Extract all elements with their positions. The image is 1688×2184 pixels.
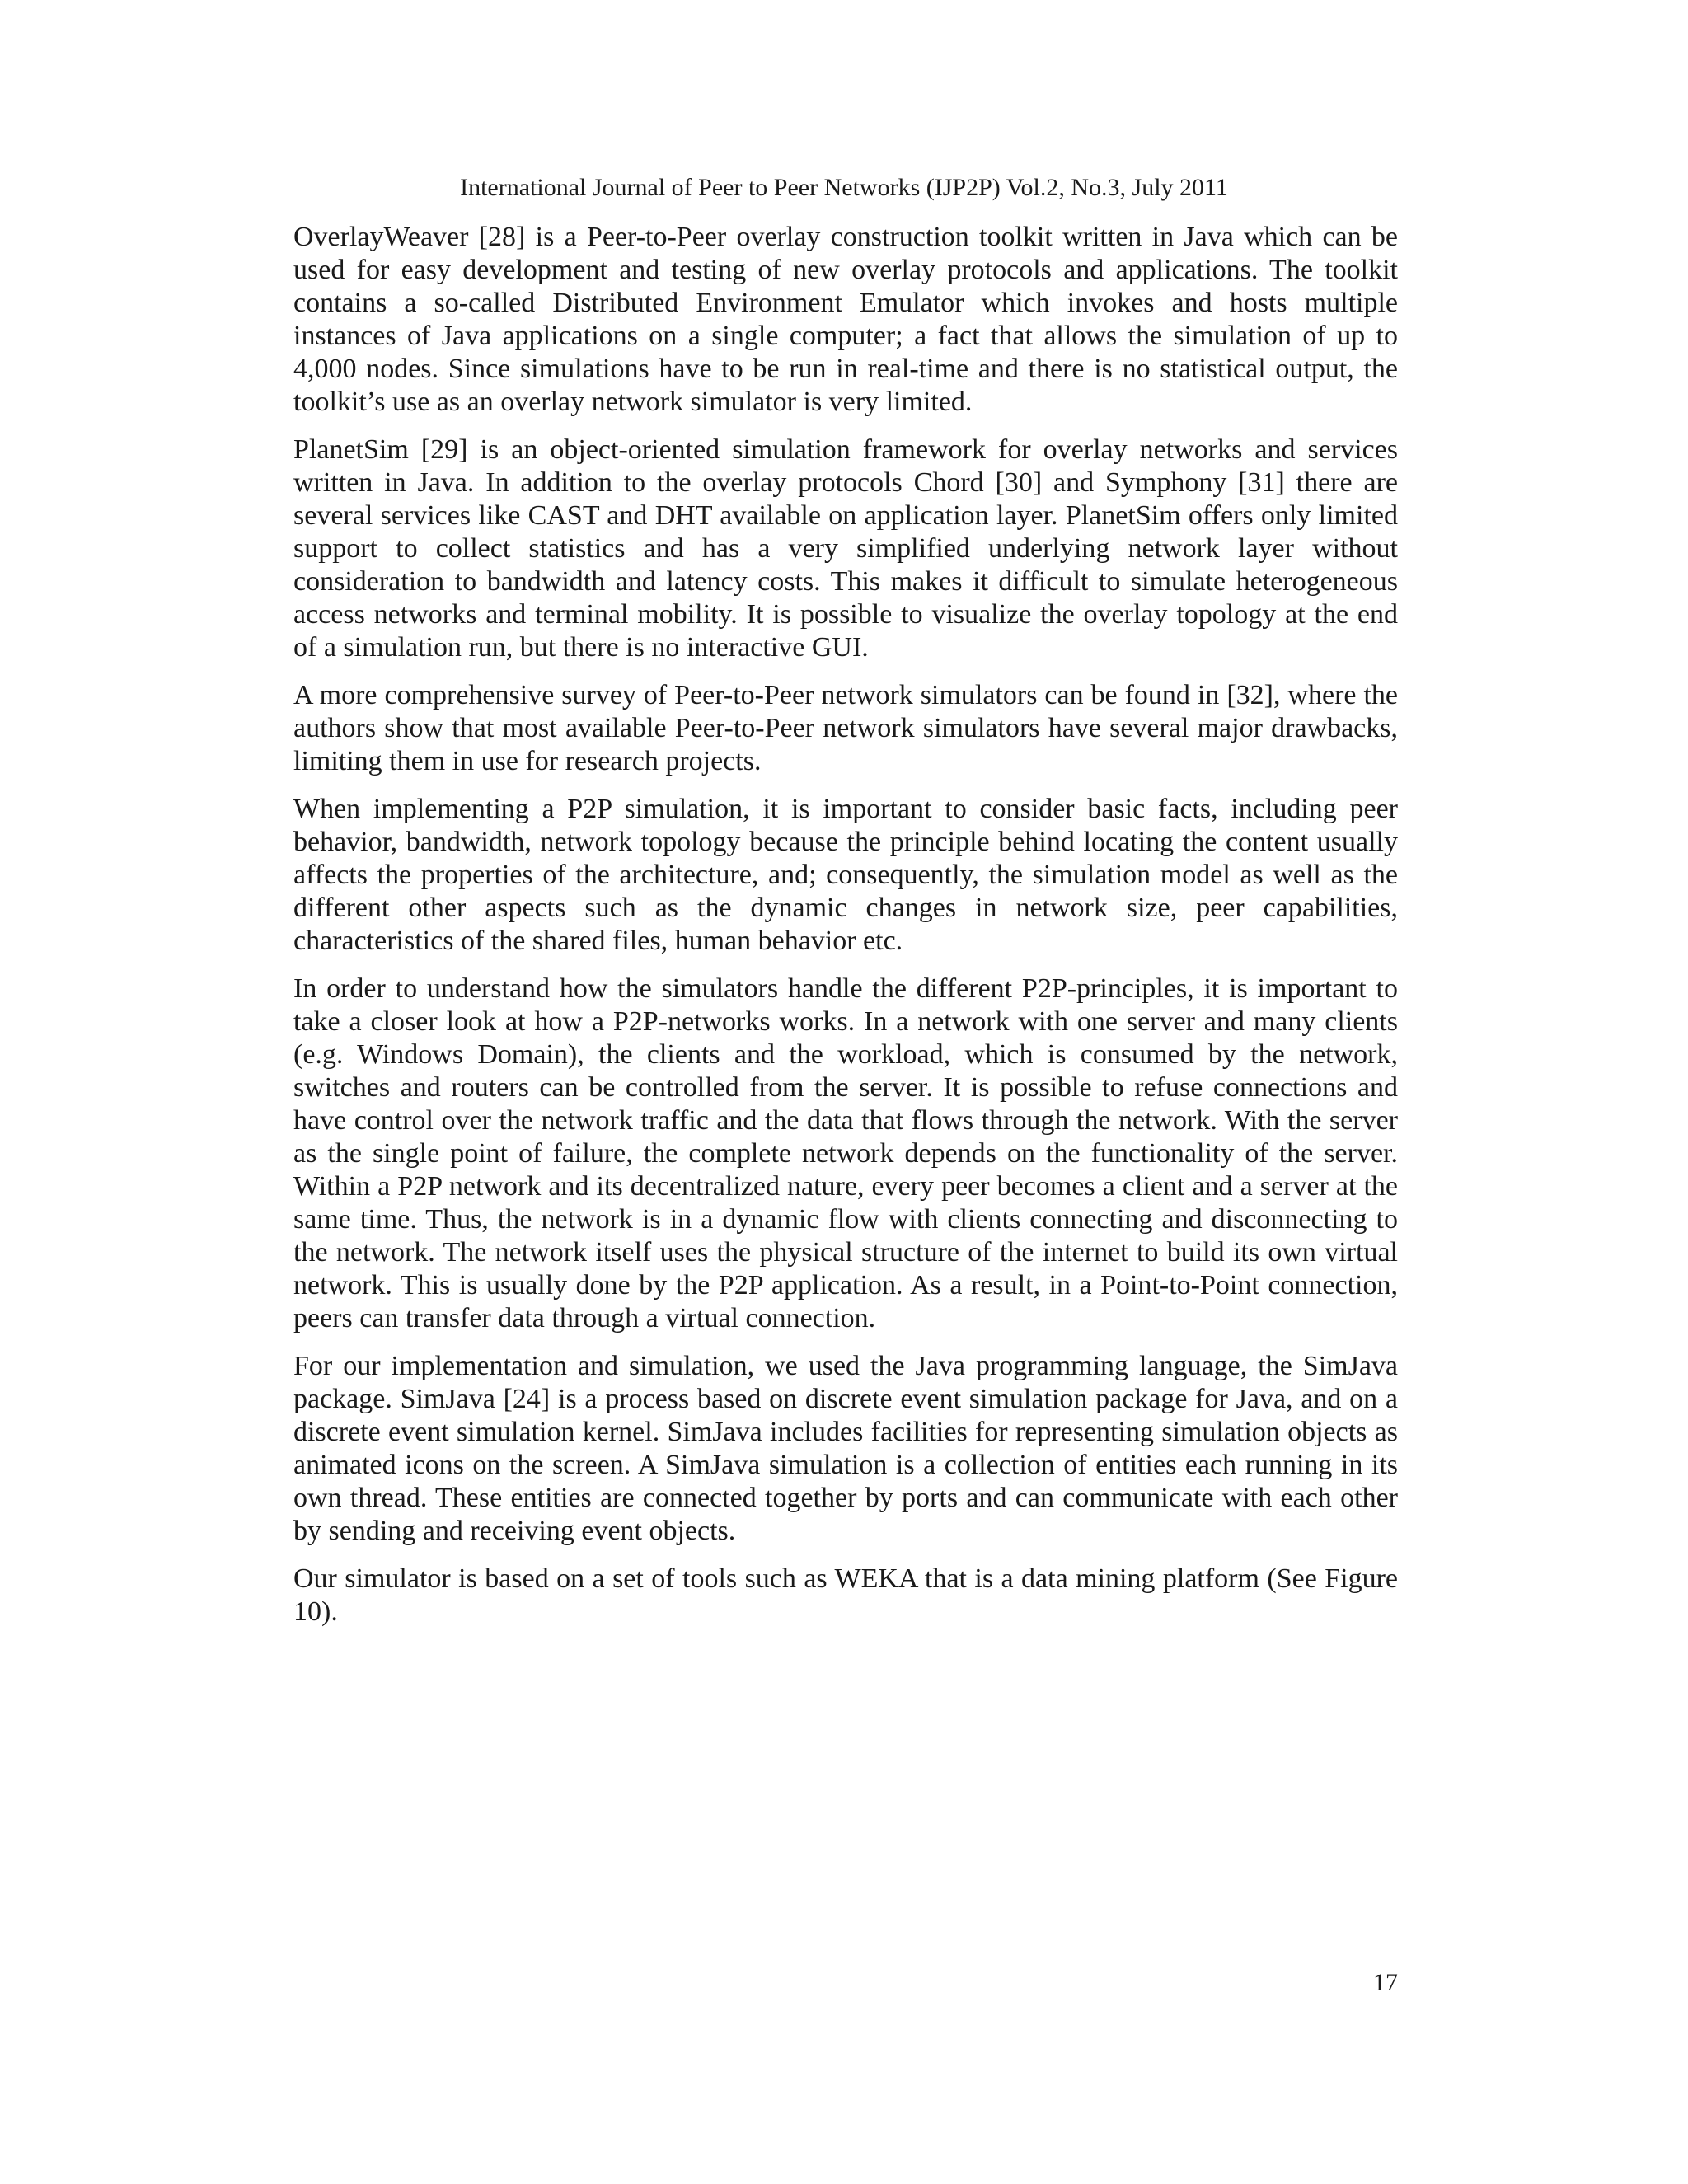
paragraph-overlayweaver: OverlayWeaver [28] is a Peer-to-Peer overlay construction toolkit written in Java which can be used for easy development and testing of new overlay protocols and applications. The toolkit contains a so-called Distributed Environment Emulator which invokes and hosts multiple instances of Java applications on a single computer; a fact that allows the simulation of up to 4,000 nodes. Since simulations have to be run in real-time and there is no statistical output, the toolkit’s use as an overlay network simulator is very limited.	[293, 222, 1398, 417]
paragraph-planetsim: PlanetSim [29] is an object-oriented simulation framework for overlay networks and services written in Java. In addition to the overlay protocols Chord [30] and Symphony [31] there are several services like CAST and DHT available on application layer. PlanetSim offers only limited support to collect statistics and has a very simplified underlying network layer without consideration to bandwidth and latency costs. This makes it difficult to simulate heterogeneous access networks and terminal mobility. It is possible to visualize the overlay topology at the end of a simulation run, but there is no interactive GUI.	[293, 434, 1398, 663]
paragraph-p2p-principles: In order to understand how the simulators handle the different P2P-principles, it is important to take a closer look at how a P2P-networks works. In a network with one server and many clients (e.g. Windows Domain), the clients and the workload, which is consumed by the network, switches and routers can be controlled from the server. It is possible to refuse connections and have control over the network traffic and the data that flows through the network. With the server as the single point of failure, the complete network depends on the functionality of the server. Within a P2P network and its decentralized nature, every peer becomes a client and a server at the same time. Thus, the network is in a dynamic flow with clients connecting and disconnecting to the network. The network itself uses the physical structure of the internet to build its own virtual network. This is usually done by the P2P application. As a result, in a Point-to-Point connection, peers can transfer data through a virtual connection.	[293, 973, 1398, 1333]
body-text	[293, 221, 1398, 1643]
paragraph-implementation-facts: When implementing a P2P simulation, it is important to consider basic facts, including peer behavior, bandwidth, network topology because the principle behind locating the content usually affects the properties of the architecture, and; consequently, the simulation model as well as the different other aspects such as the dynamic changes in network size, peer capabilities, characteristics of the shared files, human behavior etc.	[293, 794, 1398, 956]
paragraph-simjava: For our implementation and simulation, we used the Java programming language, the SimJava package. SimJava [24] is a process based on discrete event simulation package for Java, and on a discrete event simulation kernel. SimJava includes facilities for representing simulation objects as animated icons on the screen. A SimJava simulation is a collection of entities each running in its own thread. These entities are connected together by ports and can communicate with each other by sending and receiving event objects.	[293, 1351, 1398, 1546]
paragraph-survey: A more comprehensive survey of Peer-to-Peer network simulators can be found in [32], where the authors show that most available Peer-to-Peer network simulators have several major drawbacks, limiting them in use for research projects.	[293, 680, 1398, 776]
paragraph-weka: Our simulator is based on a set of tools such as WEKA that is a data mining platform (See Figure 10).	[293, 1563, 1398, 1627]
page-number: 17	[1373, 1969, 1398, 1996]
running-header: International Journal of Peer to Peer Networks (IJP2P) Vol.2, No.3, July 2011	[460, 174, 1228, 201]
